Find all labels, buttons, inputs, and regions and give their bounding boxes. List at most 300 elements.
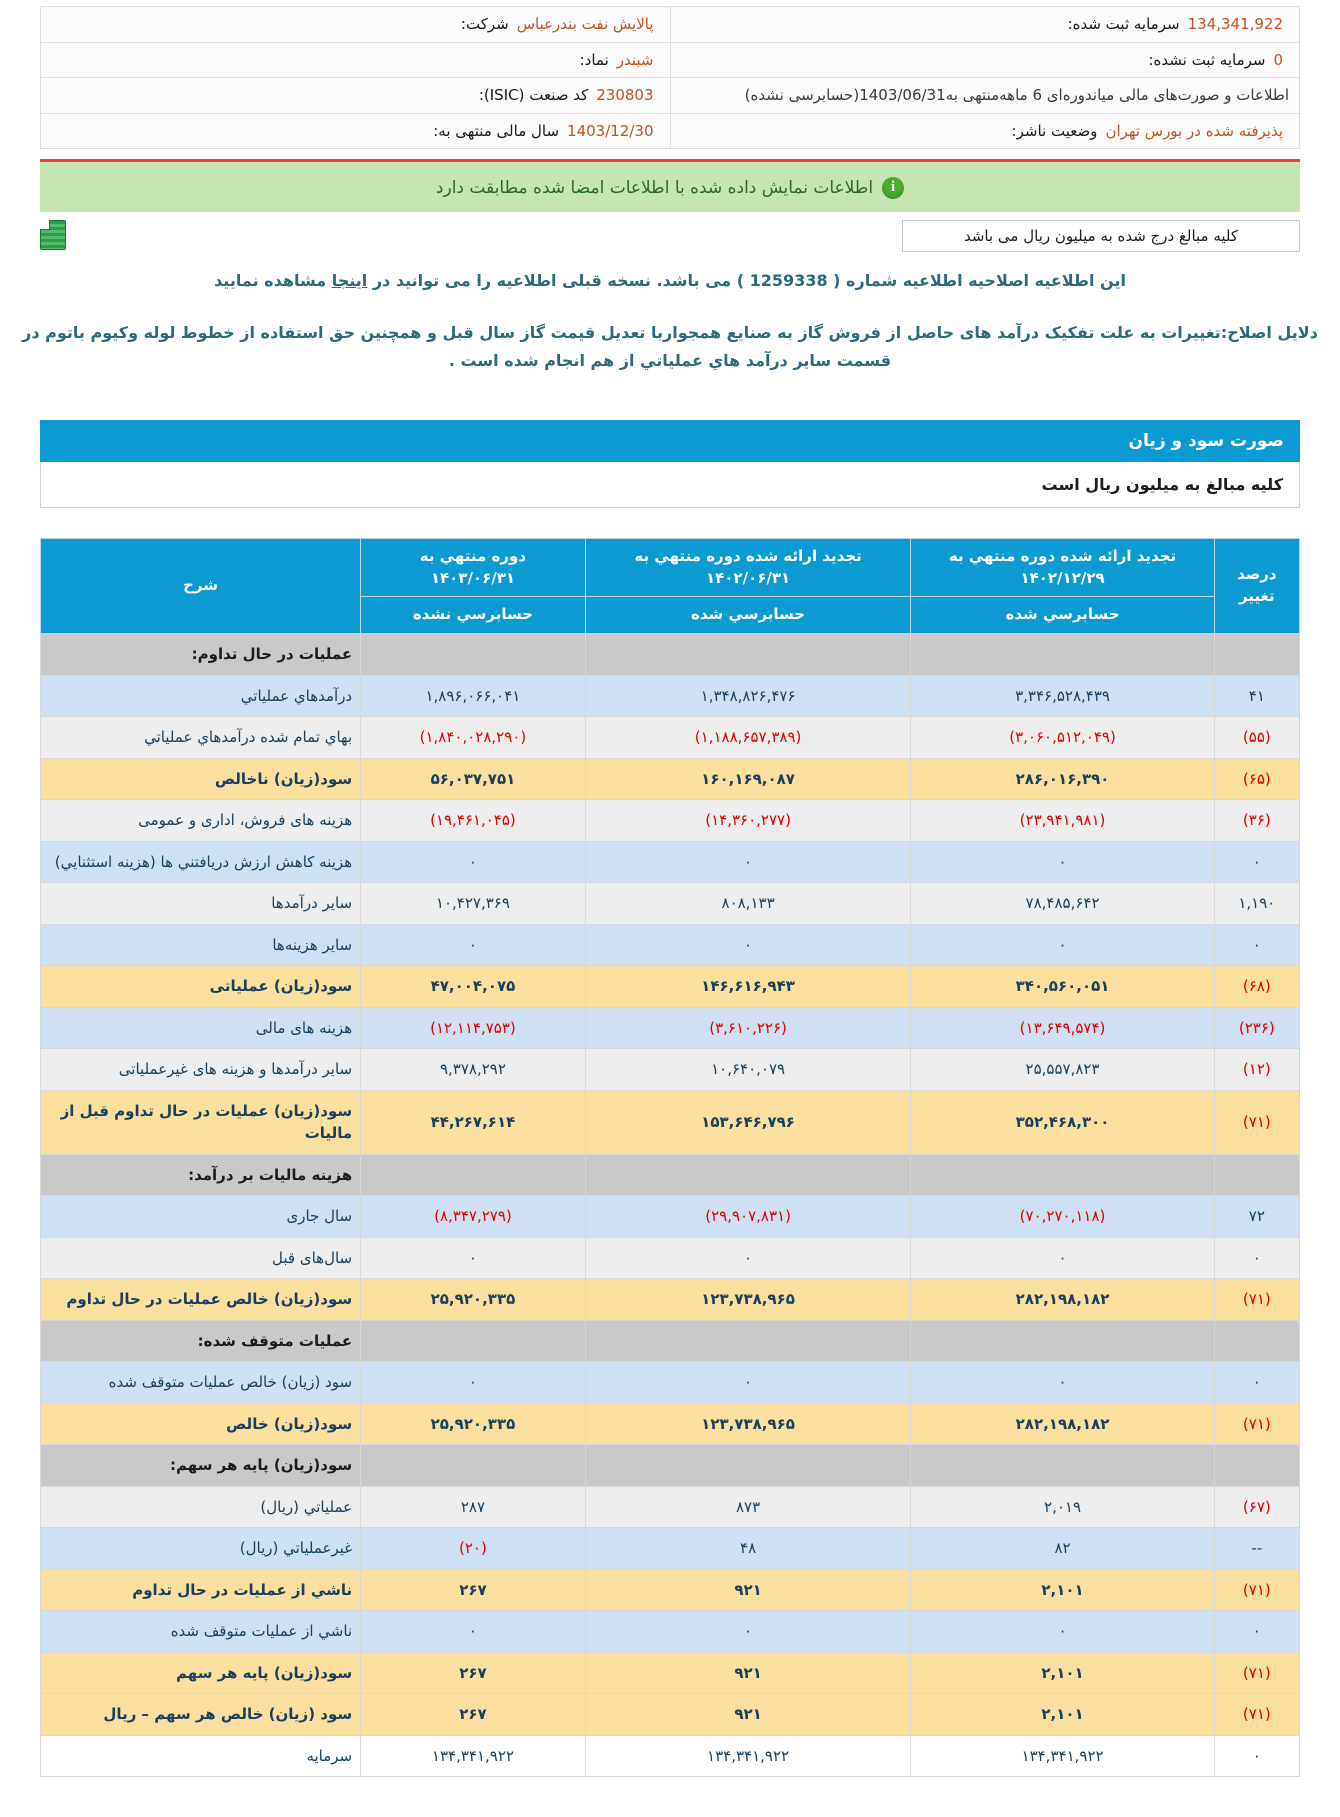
cell-col1 bbox=[361, 1196, 586, 1238]
table-row bbox=[41, 1403, 1300, 1445]
table-row bbox=[41, 1237, 1300, 1279]
cell-value: (۱,۸۴۰,۰۲۸,۲۹۰) bbox=[419, 728, 527, 747]
company-info-table bbox=[40, 6, 1300, 149]
cell-value: ۴۱ bbox=[1248, 686, 1265, 705]
cell-value: ۰ bbox=[744, 935, 753, 954]
cell-value: ۸۰۸,۱۳۳ bbox=[721, 894, 775, 913]
cell-col1 bbox=[361, 717, 586, 759]
company-info-left-label: سرمایه ثبت نشده: bbox=[1148, 50, 1266, 69]
cell-value: ۰ bbox=[1058, 1248, 1067, 1267]
company-info-right-cell bbox=[41, 113, 671, 149]
col-head-description: شرح bbox=[41, 538, 361, 633]
cell-col1 bbox=[361, 1486, 586, 1528]
cell-col3 bbox=[911, 634, 1214, 676]
cell-value: ۲۶۷ bbox=[459, 1663, 487, 1682]
statement-title: صورت سود و زیان bbox=[40, 420, 1300, 462]
company-info-left-value: 0 bbox=[1273, 50, 1283, 69]
cell-value: ۲,۱۰۱ bbox=[1041, 1580, 1084, 1599]
cell-col3 bbox=[911, 758, 1214, 800]
cell-value: ۹۲۱ bbox=[734, 1663, 762, 1682]
cell-value: (۵۵) bbox=[1242, 728, 1271, 747]
amendment-reason: دلایل اصلاح:تغییرات به علت تفکیک درآمد های حاصل از فروش گاز به صنایع همجواربا تعدیل قیمت گاز سال قبل و همچنین حق استفاده از خطوط لوله وکیوم باتوم در قسمت سایر درآمد هاي عملیاتي از هم انجام شده است . bbox=[22, 323, 1318, 370]
cell-value: (۷۱) bbox=[1242, 1580, 1271, 1599]
income-statement-section bbox=[40, 538, 1300, 1777]
cell-value: ۰ bbox=[468, 1248, 477, 1267]
cell-col1 bbox=[361, 1320, 586, 1362]
cell-col3 bbox=[911, 1279, 1214, 1321]
cell-col3 bbox=[911, 717, 1214, 759]
cell-value: ۰ bbox=[1058, 935, 1067, 954]
cell-value: ۲۸۲,۱۹۸,۱۸۲ bbox=[1015, 1414, 1110, 1433]
cell-value: ۰ bbox=[1252, 1373, 1261, 1392]
cell-col1 bbox=[361, 883, 586, 925]
cell-col1 bbox=[361, 1154, 586, 1196]
cell-description: هزینه های فروش، اداری و عمومی bbox=[41, 800, 361, 842]
cell-description: سرمایه bbox=[41, 1735, 361, 1777]
cell-percent-change bbox=[1214, 717, 1299, 759]
cell-value: ۹,۳۷۸,۲۹۲ bbox=[439, 1060, 506, 1079]
company-info-left-value: پذیرفته شده در بورس تهران bbox=[1105, 121, 1283, 140]
cell-description: ناشي از عملیات در حال تداوم bbox=[41, 1569, 361, 1611]
cell-col2 bbox=[585, 1090, 911, 1154]
cell-value: (۳,۶۱۰,۲۲۶) bbox=[709, 1018, 787, 1037]
cell-percent-change bbox=[1214, 1403, 1299, 1445]
cell-percent-change bbox=[1214, 1652, 1299, 1694]
col-head-period3-line1: تجدید ارائه شده دوره منتهي به bbox=[948, 546, 1177, 565]
cell-percent-change bbox=[1214, 634, 1299, 676]
cell-value: (۶۸) bbox=[1242, 977, 1271, 996]
cell-value: (۲۰) bbox=[459, 1539, 487, 1558]
cell-value: ۰ bbox=[1252, 852, 1261, 871]
cell-percent-change bbox=[1214, 1320, 1299, 1362]
cell-col3 bbox=[911, 1528, 1214, 1570]
cell-value: ۲۶۷ bbox=[459, 1705, 487, 1724]
cell-description: بهاي تمام شده درآمدهاي عملیاتي bbox=[41, 717, 361, 759]
col-head-percent-line1: درصد bbox=[1237, 565, 1277, 584]
cell-col3 bbox=[911, 1320, 1214, 1362]
cell-description: سود(زیان) خالص عملیات در حال تداوم bbox=[41, 1279, 361, 1321]
cell-col2 bbox=[585, 883, 911, 925]
cell-value: ۲۵,۵۵۷,۸۲۳ bbox=[1025, 1060, 1100, 1079]
cell-value: (۷۱) bbox=[1242, 1705, 1271, 1724]
cell-value: ۱۰,۶۴۰,۰۷۹ bbox=[711, 1060, 786, 1079]
cell-value: ۰ bbox=[468, 1373, 477, 1392]
company-info-left-label: سرمایه ثبت شده: bbox=[1067, 15, 1180, 33]
cell-value: ۳,۳۴۶,۵۲۸,۴۳۹ bbox=[1015, 686, 1110, 705]
table-section-row bbox=[41, 1154, 1300, 1196]
cell-value: ۱۳۴,۳۴۱,۹۲۲ bbox=[431, 1746, 514, 1765]
cell-value: (۱۹,۴۶۱,۰۴۵) bbox=[430, 811, 516, 830]
table-row bbox=[41, 1196, 1300, 1238]
cell-value: ۴۸ bbox=[740, 1539, 757, 1558]
cell-value: ۰ bbox=[1252, 1622, 1261, 1641]
cell-col3 bbox=[911, 1237, 1214, 1279]
cell-col1 bbox=[361, 966, 586, 1008]
company-info-left-cell bbox=[670, 42, 1300, 78]
cell-value: ۳۵۲,۴۶۸,۳۰۰ bbox=[1015, 1112, 1110, 1131]
info-icon: i bbox=[882, 177, 904, 199]
cell-col1 bbox=[361, 924, 586, 966]
million-rial-note: کلیه مبالغ درج شده به میلیون ریال می باشد bbox=[902, 220, 1300, 252]
table-row bbox=[41, 1569, 1300, 1611]
amendment-suffix: مشاهده نمایید bbox=[214, 270, 332, 290]
cell-col3 bbox=[911, 1611, 1214, 1653]
cell-col1 bbox=[361, 1611, 586, 1653]
cell-description: سود(زیان) عملیاتی bbox=[41, 966, 361, 1008]
notice-text: اطلاعات نمایش داده شده با اطلاعات امضا شده مطابقت دارد bbox=[435, 177, 874, 198]
cell-value: ۲۸۷ bbox=[460, 1497, 486, 1516]
cell-value: ۲۸۲,۱۹۸,۱۸۲ bbox=[1015, 1290, 1110, 1309]
amendment-prefix: این اطلاعیه اصلاحیه اطلاعیه شماره ( 1259338 ) می باشد. نسخه قبلی اطلاعیه را می توانید در bbox=[367, 270, 1126, 290]
company-info-right-label: کد صنعت (ISIC): bbox=[478, 86, 589, 104]
table-row bbox=[41, 675, 1300, 717]
table-row bbox=[41, 1362, 1300, 1404]
cell-col2 bbox=[585, 1049, 911, 1091]
cell-value: ۰ bbox=[1252, 935, 1261, 954]
excel-export-icon[interactable] bbox=[40, 220, 66, 250]
cell-value: ۷۸,۴۸۵,۶۴۲ bbox=[1025, 894, 1100, 913]
company-info-right-value: شبندر bbox=[616, 50, 654, 69]
company-info-left-label: وضعیت ناشر: bbox=[1011, 121, 1098, 140]
previous-announcement-link[interactable]: اینجا bbox=[331, 270, 368, 290]
cell-col1 bbox=[361, 1279, 586, 1321]
cell-col2 bbox=[585, 1154, 911, 1196]
cell-col3 bbox=[911, 1403, 1214, 1445]
table-row bbox=[41, 1735, 1300, 1777]
cell-value: ۰ bbox=[744, 1373, 753, 1392]
cell-value: -- bbox=[1251, 1539, 1263, 1558]
cell-value: (۷۰,۲۷۰,۱۱۸) bbox=[1019, 1207, 1106, 1226]
table-row bbox=[41, 1090, 1300, 1154]
cell-value: (۸,۳۴۷,۲۷۹) bbox=[434, 1207, 512, 1226]
cell-col1 bbox=[361, 1007, 586, 1049]
cell-value: (۱,۱۸۸,۶۵۷,۳۸۹) bbox=[694, 728, 802, 747]
cell-value: ۰ bbox=[1058, 1622, 1067, 1641]
table-section-row bbox=[41, 1445, 1300, 1487]
company-info-right-value: 1403/12/30 bbox=[567, 121, 654, 140]
cell-value: ۲۶۷ bbox=[459, 1580, 487, 1599]
cell-col1 bbox=[361, 1403, 586, 1445]
cell-col2 bbox=[585, 1237, 911, 1279]
cell-col3 bbox=[911, 1694, 1214, 1736]
cell-description: سود(زیان) ناخالص bbox=[41, 758, 361, 800]
cell-col1 bbox=[361, 800, 586, 842]
cell-percent-change bbox=[1214, 1528, 1299, 1570]
cell-percent-change bbox=[1214, 675, 1299, 717]
cell-percent-change bbox=[1214, 1154, 1299, 1196]
table-row bbox=[41, 883, 1300, 925]
cell-description: عملیات متوقف شده: bbox=[41, 1320, 361, 1362]
company-info-right-cell bbox=[41, 7, 671, 43]
cell-col3 bbox=[911, 1154, 1214, 1196]
cell-value: ۰ bbox=[468, 852, 477, 871]
cell-percent-change bbox=[1214, 924, 1299, 966]
cell-col3 bbox=[911, 1007, 1214, 1049]
table-row bbox=[41, 1611, 1300, 1653]
col-head-period1 bbox=[361, 538, 586, 597]
cell-col2 bbox=[585, 1486, 911, 1528]
cell-value: ۱۳۴,۳۴۱,۹۲۲ bbox=[707, 1746, 790, 1765]
cell-value: (۲۳,۹۴۱,۹۸۱) bbox=[1019, 811, 1106, 830]
col-head-percent-line2: تغییر bbox=[1238, 586, 1275, 605]
table-row bbox=[41, 1694, 1300, 1736]
company-info-right-cell bbox=[41, 78, 671, 114]
table-row bbox=[41, 841, 1300, 883]
cell-value: (۱۴,۳۶۰,۲۷۷) bbox=[705, 811, 791, 830]
cell-percent-change bbox=[1214, 1569, 1299, 1611]
company-info-right-label: سال مالی منتهی به: bbox=[433, 121, 560, 140]
cell-value: ۸۷۳ bbox=[735, 1497, 761, 1516]
cell-col1 bbox=[361, 1237, 586, 1279]
company-info-right-cell bbox=[41, 42, 671, 78]
cell-col2 bbox=[585, 1528, 911, 1570]
cell-col3 bbox=[911, 924, 1214, 966]
cell-value: ۰ bbox=[468, 1622, 477, 1641]
cell-value: (۱۲,۱۱۴,۷۵۳) bbox=[430, 1018, 516, 1037]
cell-percent-change bbox=[1214, 841, 1299, 883]
cell-col3 bbox=[911, 1652, 1214, 1694]
cell-value: ۱۲۳,۷۳۸,۹۶۵ bbox=[701, 1414, 795, 1433]
cell-value: ۱,۳۴۸,۸۲۶,۴۷۶ bbox=[700, 686, 796, 705]
cell-description: سود(زیان) عملیات در حال تداوم قبل از مالیات bbox=[41, 1090, 361, 1154]
col-head-period2 bbox=[585, 538, 911, 597]
cell-value: ۰ bbox=[744, 1622, 753, 1641]
header-row-primary bbox=[41, 538, 1300, 597]
company-info-section bbox=[0, 0, 1340, 149]
cell-value: ۱۴۶,۶۱۶,۹۴۳ bbox=[701, 977, 795, 996]
cell-col2 bbox=[585, 1279, 911, 1321]
cell-value: ۱۲۳,۷۳۸,۹۶۵ bbox=[701, 1290, 795, 1309]
table-row bbox=[41, 1528, 1300, 1570]
table-head bbox=[41, 538, 1300, 633]
cell-value: (۷۱) bbox=[1242, 1414, 1271, 1433]
cell-description: هزینه کاهش ارزش دریافتني ها (هزینه استثنایي) bbox=[41, 841, 361, 883]
cell-value: ۰ bbox=[744, 1248, 753, 1267]
col-head-period2-line1: تجدید ارائه شده دوره منتهي به bbox=[634, 546, 862, 565]
cell-description: عملیات در حال تداوم: bbox=[41, 634, 361, 676]
col-head-period3-line2: ۱۴۰۲/۱۲/۲۹ bbox=[1020, 568, 1105, 587]
cell-col1 bbox=[361, 758, 586, 800]
cell-col3 bbox=[911, 1735, 1214, 1777]
cell-col2 bbox=[585, 1694, 911, 1736]
company-info-right-label: نماد: bbox=[579, 50, 609, 69]
table-row bbox=[41, 1486, 1300, 1528]
cell-value: ۲۵,۹۲۰,۳۳۵ bbox=[430, 1290, 516, 1309]
cell-col1 bbox=[361, 1694, 586, 1736]
cell-col2 bbox=[585, 1569, 911, 1611]
table-row bbox=[41, 966, 1300, 1008]
table-body bbox=[41, 634, 1300, 1777]
col-sub-period3: حسابرسي شده bbox=[911, 597, 1214, 634]
cell-col3 bbox=[911, 1445, 1214, 1487]
company-info-row bbox=[41, 7, 1300, 43]
cell-value: ۳۴۰,۵۶۰,۰۵۱ bbox=[1015, 977, 1110, 996]
col-head-period1-line2: ۱۴۰۳/۰۶/۳۱ bbox=[430, 568, 516, 587]
cell-value: ۲,۱۰۱ bbox=[1041, 1705, 1084, 1724]
col-head-percent-change bbox=[1214, 538, 1299, 633]
cell-percent-change bbox=[1214, 1237, 1299, 1279]
cell-description: هزینه مالیات بر درآمد: bbox=[41, 1154, 361, 1196]
cell-value: (۲۹,۹۰۷,۸۳۱) bbox=[705, 1207, 791, 1226]
statement-header bbox=[40, 420, 1300, 508]
table-row bbox=[41, 1049, 1300, 1091]
cell-value: ۰ bbox=[1252, 1248, 1261, 1267]
cell-percent-change bbox=[1214, 758, 1299, 800]
cell-col1 bbox=[361, 1735, 586, 1777]
cell-col2 bbox=[585, 1007, 911, 1049]
cell-description: سود(زیان) پایه هر سهم: bbox=[41, 1445, 361, 1487]
cell-col3 bbox=[911, 1362, 1214, 1404]
cell-value: (۲۳۶) bbox=[1238, 1018, 1275, 1037]
cell-value: ۹۲۱ bbox=[734, 1705, 762, 1724]
cell-col3 bbox=[911, 966, 1214, 1008]
cell-col1 bbox=[361, 1445, 586, 1487]
cell-percent-change bbox=[1214, 1279, 1299, 1321]
cell-description: غیرعملیاتي (ریال) bbox=[41, 1528, 361, 1570]
cell-col3 bbox=[911, 883, 1214, 925]
cell-value: (۱۳,۶۴۹,۵۷۴) bbox=[1019, 1018, 1106, 1037]
table-row bbox=[41, 717, 1300, 759]
cell-value: ۱۳۴,۳۴۱,۹۲۲ bbox=[1021, 1746, 1104, 1765]
cell-description: سود(زیان) خالص bbox=[41, 1403, 361, 1445]
cell-value: ۱۶۰,۱۶۹,۰۸۷ bbox=[701, 769, 795, 788]
cell-value: ۰ bbox=[1058, 852, 1067, 871]
cell-col2 bbox=[585, 717, 911, 759]
cell-col1 bbox=[361, 1049, 586, 1091]
cell-col3 bbox=[911, 1569, 1214, 1611]
signature-match-notice bbox=[40, 159, 1300, 212]
cell-value: ۱۵۳,۶۴۶,۷۹۶ bbox=[701, 1112, 795, 1131]
cell-percent-change bbox=[1214, 883, 1299, 925]
cell-col1 bbox=[361, 1569, 586, 1611]
company-info-row bbox=[41, 42, 1300, 78]
cell-value: (۷۱) bbox=[1242, 1112, 1271, 1131]
cell-value: (۶۷) bbox=[1242, 1497, 1271, 1516]
cell-col3 bbox=[911, 1049, 1214, 1091]
cell-value: ۷۲ bbox=[1248, 1207, 1265, 1226]
cell-value: ۰ bbox=[1252, 1746, 1261, 1765]
cell-value: (۷۱) bbox=[1242, 1290, 1271, 1309]
income-statement-table bbox=[40, 538, 1300, 1777]
cell-col2 bbox=[585, 1652, 911, 1694]
cell-description: سود (زیان) خالص هر سهم – ریال bbox=[41, 1694, 361, 1736]
cell-col2 bbox=[585, 841, 911, 883]
cell-col2 bbox=[585, 1611, 911, 1653]
company-info-row bbox=[41, 113, 1300, 149]
cell-col1 bbox=[361, 634, 586, 676]
cell-col2 bbox=[585, 1403, 911, 1445]
cell-description: ناشي از عملیات متوقف شده bbox=[41, 1611, 361, 1653]
company-info-right-value: 230803 bbox=[596, 86, 654, 104]
cell-col2 bbox=[585, 924, 911, 966]
table-section-row bbox=[41, 634, 1300, 676]
cell-col2 bbox=[585, 800, 911, 842]
cell-value: ۲,۱۰۱ bbox=[1041, 1663, 1084, 1682]
cell-col2 bbox=[585, 758, 911, 800]
cell-description: سال جاری bbox=[41, 1196, 361, 1238]
cell-col2 bbox=[585, 1320, 911, 1362]
cell-percent-change bbox=[1214, 1445, 1299, 1487]
cell-percent-change bbox=[1214, 1694, 1299, 1736]
table-row bbox=[41, 800, 1300, 842]
cell-value: (۳,۰۶۰,۵۱۲,۰۴۹) bbox=[1009, 728, 1116, 747]
cell-col2 bbox=[585, 675, 911, 717]
cell-percent-change bbox=[1214, 1486, 1299, 1528]
cell-percent-change bbox=[1214, 1362, 1299, 1404]
cell-col1 bbox=[361, 1090, 586, 1154]
cell-percent-change bbox=[1214, 1090, 1299, 1154]
cell-value: ۰ bbox=[468, 935, 477, 954]
cell-value: ۴۷,۰۰۴,۰۷۵ bbox=[430, 977, 516, 996]
cell-col2 bbox=[585, 1362, 911, 1404]
cell-col3 bbox=[911, 1196, 1214, 1238]
table-section-row bbox=[41, 1320, 1300, 1362]
cell-description: سایر هزینه‌ها bbox=[41, 924, 361, 966]
table-row bbox=[41, 1652, 1300, 1694]
cell-col3 bbox=[911, 675, 1214, 717]
cell-description: سال‌های قبل bbox=[41, 1237, 361, 1279]
cell-description: درآمدهاي عملیاتي bbox=[41, 675, 361, 717]
cell-description: سایر درآمدها bbox=[41, 883, 361, 925]
cell-percent-change bbox=[1214, 966, 1299, 1008]
table-row bbox=[41, 1007, 1300, 1049]
col-head-period2-line2: ۱۴۰۲/۰۶/۳۱ bbox=[705, 568, 791, 587]
cell-description: سود (زیان) خالص عملیات متوقف شده bbox=[41, 1362, 361, 1404]
cell-percent-change bbox=[1214, 1049, 1299, 1091]
cell-description: عملیاتي (ریال) bbox=[41, 1486, 361, 1528]
table-row bbox=[41, 758, 1300, 800]
cell-col3 bbox=[911, 1090, 1214, 1154]
cell-value: ۹۲۱ bbox=[734, 1580, 762, 1599]
company-info-right-value: پالایش نفت بندرعباس bbox=[516, 15, 654, 33]
col-sub-period1: حسابرسي نشده bbox=[361, 597, 586, 634]
amendment-notice bbox=[40, 268, 1300, 294]
cell-percent-change bbox=[1214, 1007, 1299, 1049]
cell-col1 bbox=[361, 841, 586, 883]
cell-col3 bbox=[911, 841, 1214, 883]
col-sub-period2: حسابرسي شده bbox=[585, 597, 911, 634]
company-info-left-cell bbox=[670, 7, 1300, 43]
company-info-left-value: اطلاعات و صورت‌های مالی میاندوره‌ای 6 ماهه‌منتهی به1403/06/31(حسابرسی نشده) bbox=[744, 86, 1289, 104]
cell-value: ۲۸۶,۰۱۶,۳۹۰ bbox=[1015, 769, 1110, 788]
cell-value: ۱۰,۴۲۷,۳۶۹ bbox=[435, 894, 510, 913]
col-head-period1-line1: دوره منتهي به bbox=[419, 546, 527, 565]
company-info-left-value: 134,341,922 bbox=[1187, 15, 1283, 33]
cell-value: ۲,۰۱۹ bbox=[1044, 1497, 1082, 1516]
company-info-row bbox=[41, 78, 1300, 114]
cell-value: ۸۲ bbox=[1054, 1539, 1071, 1558]
tools-row bbox=[40, 220, 1300, 254]
table-row bbox=[41, 924, 1300, 966]
cell-value: ۱,۸۹۶,۰۶۶,۰۴۱ bbox=[425, 686, 521, 705]
cell-description: سایر درآمدها و هزینه های غیرعملیاتی bbox=[41, 1049, 361, 1091]
cell-col1 bbox=[361, 1528, 586, 1570]
cell-col2 bbox=[585, 1735, 911, 1777]
cell-col2 bbox=[585, 1445, 911, 1487]
company-info-left-cell bbox=[670, 113, 1300, 149]
cell-value: (۶۵) bbox=[1242, 769, 1271, 788]
company-info-right-label: شرکت: bbox=[460, 15, 509, 33]
cell-value: ۲۵,۹۲۰,۳۳۵ bbox=[430, 1414, 516, 1433]
cell-value: (۱۲) bbox=[1242, 1060, 1271, 1079]
statement-subtitle: کلیه مبالغ به میلیون ریال است bbox=[40, 462, 1300, 508]
cell-value: ۴۴,۲۶۷,۶۱۴ bbox=[430, 1112, 516, 1131]
cell-value: ۱,۱۹۰ bbox=[1238, 894, 1276, 913]
cell-col2 bbox=[585, 1196, 911, 1238]
cell-col1 bbox=[361, 1652, 586, 1694]
cell-value: ۰ bbox=[1058, 1373, 1067, 1392]
cell-percent-change bbox=[1214, 1611, 1299, 1653]
